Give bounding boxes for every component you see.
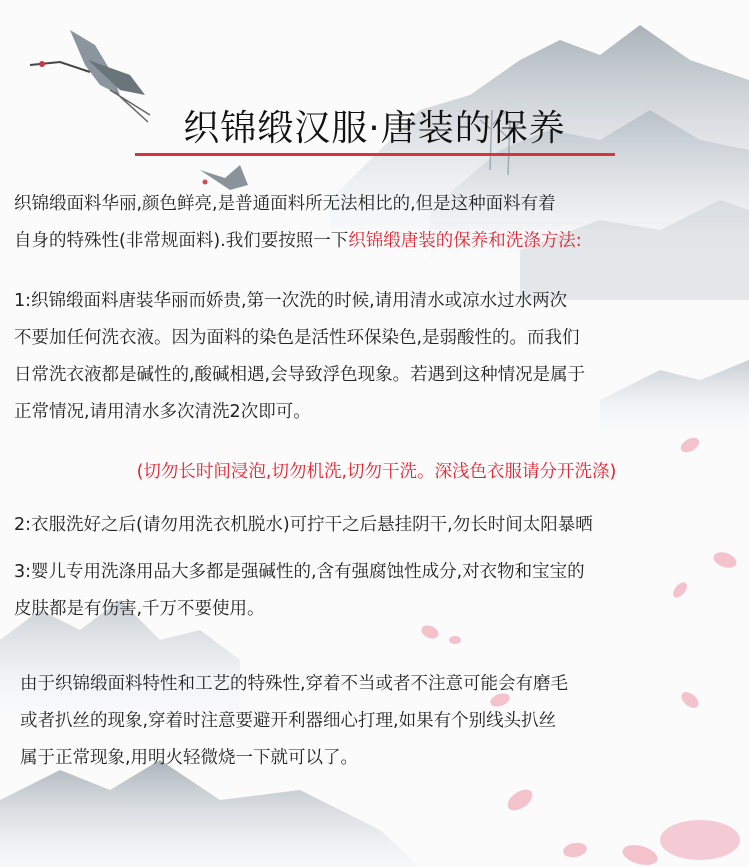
intro-line-2: 自身的特殊性(非常规面料).我们要按照一下: [14, 231, 349, 251]
intro-highlight: 织锦缎唐装的保养和洗涤方法:: [348, 231, 582, 251]
page-title: 织锦缎汉服·唐装的保养: [183, 108, 566, 149]
title-underline: [135, 153, 615, 156]
care-item-3: 3:婴儿专用洗涤用品大多都是强碱性的,含有强腐蚀性成分,对衣物和宝宝的 皮肤都是有伤害,千万不要使用。: [14, 562, 585, 619]
intro-line-1: 织锦缎面料华丽,颜色鲜亮,是普通面料所无法相比的,但是这种面料有着: [14, 194, 556, 214]
intro-paragraph: [14, 186, 739, 260]
care-item-2: 2:衣服洗好之后(请勿用洗衣机脱水)可拧干之后悬挂阴干,勿长时间太阳暴晒: [14, 515, 593, 535]
note-paragraph: 由于织锦缎面料特性和工艺的特殊性,穿着不当或者不注意可能会有磨毛 或者扒丝的现象,穿着时注意要避开利器细心打理,如果有个别线头扒丝 属于正常现象,用明火轻微烧一下就可以了。: [20, 674, 569, 768]
washing-warning: (切勿长时间浸泡,切勿机洗,切勿干洗。深浅色衣服请分开洗涤): [136, 462, 617, 482]
care-item-1: 1:织锦缎面料唐装华丽而娇贵,第一次洗的时候,请用清水或凉水过水两次 不要加任何洗衣液。因为面料的染色是活性环保染色,是弱酸性的。而我们 日常洗衣液都是碱性的,酸碱相遇,会导致浮色现象。若遇到这种情况是属于 正常情况,请用清水多次清洗2次即可。: [14, 291, 586, 422]
